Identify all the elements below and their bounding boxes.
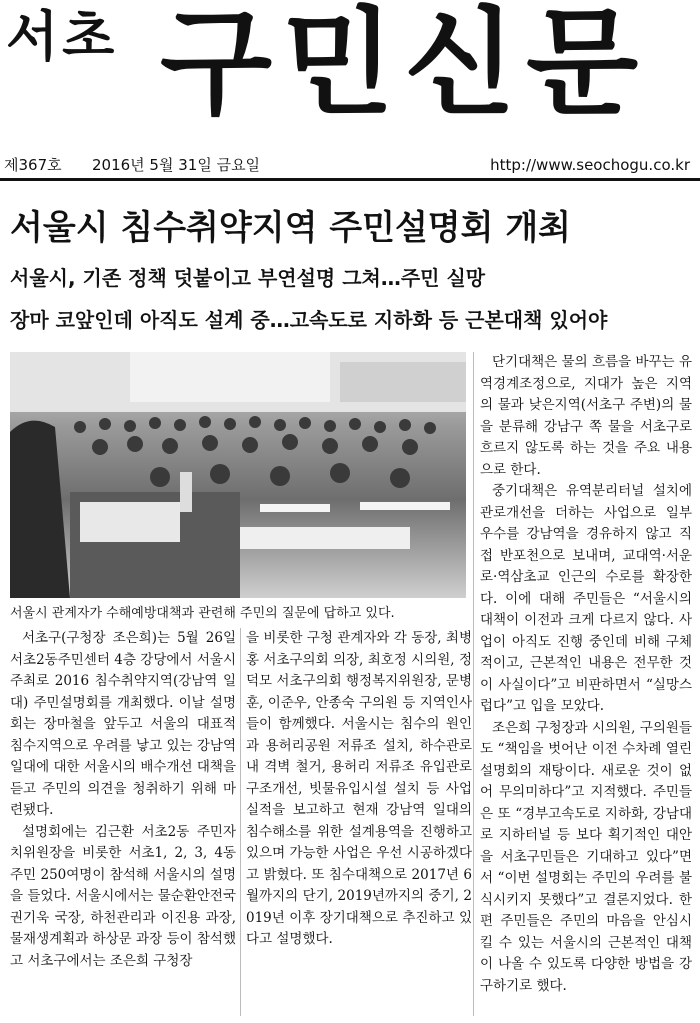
article-column-right xyxy=(480,352,692,997)
masthead xyxy=(0,0,700,150)
article-headline: 서울시 침수취약지역 주민설명회 개최 xyxy=(10,208,572,248)
paragraph: 단기대책은 물의 흐름을 바꾸는 유역경계조정으로, 지대가 높은 지역의 물과 낮은지역(서초구 주변)의 물을 분류해 강남구 쪽 물을 서초구로 흐르지 않도록 하는 것을 주요 내용으로 한다. xyxy=(480,354,692,478)
article-photo xyxy=(10,352,466,598)
masthead-small-title: 서초 xyxy=(6,5,119,68)
issue-number: 제367호 xyxy=(4,156,62,174)
paragraph: 조은희 구청장과 시의원, 구의원들도 “책임을 벗어난 이전 수차례 열린 설명회의 재탕이다. 새로운 것이 없어 무의미하다”고 지적했다. 주민들은 또 “경부고속도로 지하화, 강남대로 지하터널 등 보다 획기적인 대안을 서초구민들은 기대하고 있다”면서 “이번 설명회는 주민의 우려를 불식시키지 못했다”고 결론지었다. 한편 주민들은 주민의 마음을 안심시킬 수 있는 서울시의 근본적인 대책이 나올 수 있도록 다양한 방법을 강구하기로 했다. xyxy=(480,719,692,994)
column-divider xyxy=(473,352,474,1016)
article-subheadline-2: 장마 코앞인데 아직도 설계 중…고속도로 지하화 등 근본대책 있어야 xyxy=(10,308,608,332)
meeting-photo-illustration xyxy=(10,352,466,598)
article-subheadline-1: 서울시, 기존 정책 덧붙이고 부연설명 그쳐…주민 실망 xyxy=(10,266,486,290)
masthead-big-title: 구민신문 xyxy=(160,0,649,131)
paragraph: 을 비롯한 구청 관계자와 각 동장, 최병홍 서초구의회 의장, 최호정 시의원, 정덕모 서초구의회 행정복지위원장, 문병훈, 이준우, 안종숙 구의원 등 지역인사들이 함께했다. 서울시는 침수의 원인과 용허리공원 저류조 설치, 하수관로 내 격벽 철거, 용허리 저류조 유입관로 구조개선, 빗물유입시설 설치 등 사업실적을 보고하고 현재 강남역 일대의 침수해소를 위한 설계용역을 진행하고 있으며 가능한 사업은 우선 시공하겠다고 밝혔다. 또 침수대책으로 2017년 6월까지의 단기, 2019년까지의 중기, 2019년 이후 장기대책으로 추진하고 있다고 설명했다. xyxy=(246,630,472,947)
paragraph: 중기대책은 유역분리터널 설치에 관로개선을 더하는 사업으로 일부 우수를 강남역을 경유하지 않고 직접 반포천으로 보내며, 교대역·서운로·역삼초교 인근의 수로를 확장한다. 이에 대해 주민들은 “서울시의 대책이 이전과 크게 다르지 않다. 사업이 아직도 진행 중인데 비해 구체적이고, 근본적인 내용은 전무한 것이 사실이다”고 비판하면서 “실망스럽다”고 입을 모았다. xyxy=(480,483,692,714)
article-column-left xyxy=(10,628,236,972)
article-column-middle xyxy=(246,628,472,951)
issue-bar xyxy=(0,152,700,181)
website-url[interactable]: http://www.seochogu.co.kr xyxy=(490,156,690,174)
paragraph: 설명회에는 김근환 서초2동 주민자치위원장을 비롯한 서초1, 2, 3, 4동 주민 250여명이 참석해 서울시의 설명을 들었다. 서울시에서는 물순환안전국 권기욱 국장, 하천관리과 이진용 과장, 물재생계획과 하상문 과장 등이 참석했고 서초구에서는 조은희 구청장 xyxy=(10,823,236,969)
photo-caption: 서울시 관계자가 수해예방대책과 관련해 주민의 질문에 답하고 있다. xyxy=(10,606,395,621)
paragraph: 서초구(구청장 조은희)는 5월 26일 서초2동주민센터 4층 강당에서 서울시 주최로 2016 침수취약지역(강남역 일대) 주민설명회를 개최했다. 이날 설명회는 장마철을 앞두고 서울의 대표적 침수지역으로 우려를 낳고 있는 강남역 일대에 대한 서울시의 배수개선 대책을 듣고 주민의 의견을 청취하기 위해 마련됐다. xyxy=(10,630,236,818)
issue-date: 2016년 5월 31일 금요일 xyxy=(92,156,261,174)
column-divider xyxy=(240,628,241,1016)
